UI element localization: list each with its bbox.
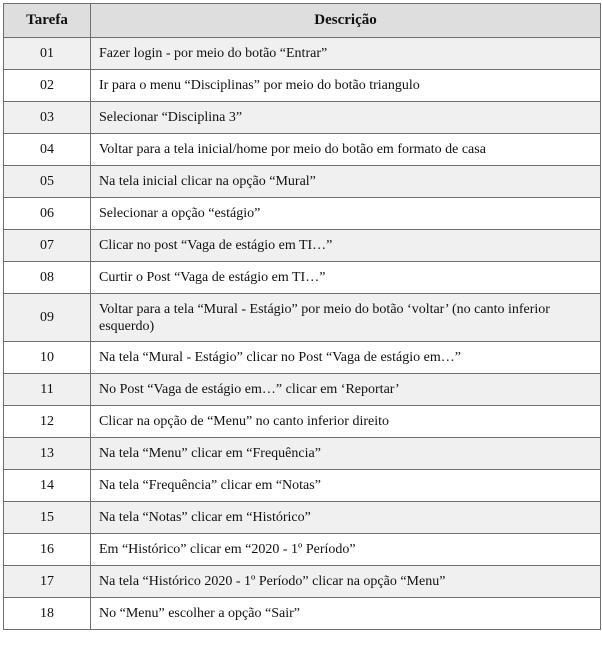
task-number: 10 <box>4 342 91 374</box>
task-description: Clicar no post “Vaga de estágio em TI…” <box>91 230 601 262</box>
task-description: Na tela “Mural - Estágio” clicar no Post “Vaga de estágio em…” <box>91 342 601 374</box>
task-description: No “Menu” escolher a opção “Sair” <box>91 598 601 630</box>
table-row <box>4 374 601 406</box>
table-row <box>4 294 601 342</box>
task-description: Voltar para a tela “Mural - Estágio” por meio do botão ‘voltar’ (no canto inferior esquerdo) <box>91 294 601 342</box>
task-description: Ir para o menu “Disciplinas” por meio do botão triangulo <box>91 70 601 102</box>
task-number: 18 <box>4 598 91 630</box>
task-description: Em “Histórico” clicar em “2020 - 1º Período” <box>91 534 601 566</box>
header-description: Descrição <box>91 4 601 38</box>
task-number: 17 <box>4 566 91 598</box>
header-task: Tarefa <box>4 4 91 38</box>
task-number: 13 <box>4 438 91 470</box>
table-row <box>4 470 601 502</box>
task-description: Na tela “Notas” clicar em “Histórico” <box>91 502 601 534</box>
task-number: 02 <box>4 70 91 102</box>
table-row <box>4 534 601 566</box>
task-description: Na tela “Menu” clicar em “Frequência” <box>91 438 601 470</box>
task-number: 09 <box>4 294 91 342</box>
task-number: 11 <box>4 374 91 406</box>
table-row <box>4 502 601 534</box>
task-number: 12 <box>4 406 91 438</box>
table-row <box>4 598 601 630</box>
task-description: Voltar para a tela inicial/home por meio do botão em formato de casa <box>91 134 601 166</box>
task-table <box>3 3 601 630</box>
task-description: Curtir o Post “Vaga de estágio em TI…” <box>91 262 601 294</box>
table-row <box>4 166 601 198</box>
task-number: 05 <box>4 166 91 198</box>
task-description: Na tela inicial clicar na opção “Mural” <box>91 166 601 198</box>
task-description: Na tela “Frequência” clicar em “Notas” <box>91 470 601 502</box>
task-number: 04 <box>4 134 91 166</box>
task-description: Fazer login - por meio do botão “Entrar” <box>91 38 601 70</box>
task-number: 01 <box>4 38 91 70</box>
table-row <box>4 262 601 294</box>
task-number: 03 <box>4 102 91 134</box>
table-row <box>4 406 601 438</box>
task-description: Clicar na opção de “Menu” no canto inferior direito <box>91 406 601 438</box>
task-number: 06 <box>4 198 91 230</box>
task-description: Na tela “Histórico 2020 - 1º Período” clicar na opção “Menu” <box>91 566 601 598</box>
table-row <box>4 438 601 470</box>
table-row <box>4 38 601 70</box>
task-description: Selecionar a opção “estágio” <box>91 198 601 230</box>
table-row <box>4 102 601 134</box>
table-row <box>4 134 601 166</box>
task-number: 07 <box>4 230 91 262</box>
task-number: 16 <box>4 534 91 566</box>
task-number: 08 <box>4 262 91 294</box>
table-header-row <box>4 4 601 38</box>
table-row <box>4 342 601 374</box>
task-number: 15 <box>4 502 91 534</box>
task-number: 14 <box>4 470 91 502</box>
task-description: Selecionar “Disciplina 3” <box>91 102 601 134</box>
table-row <box>4 230 601 262</box>
table-row <box>4 70 601 102</box>
table-row <box>4 566 601 598</box>
task-description: No Post “Vaga de estágio em…” clicar em ‘Reportar’ <box>91 374 601 406</box>
table-row <box>4 198 601 230</box>
